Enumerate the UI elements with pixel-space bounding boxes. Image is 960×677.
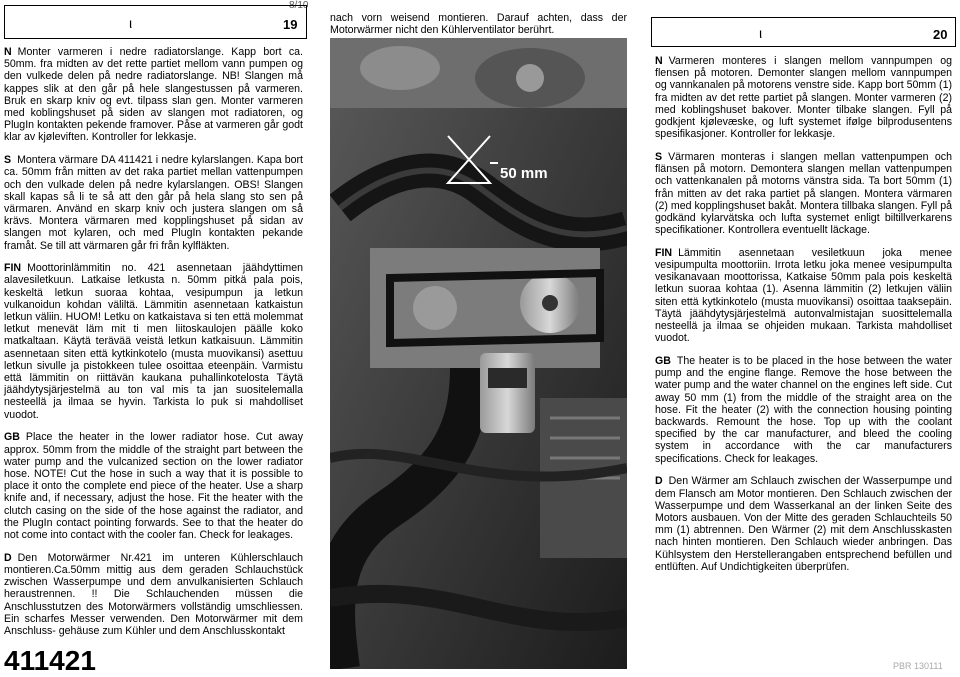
paragraph-text: Montera värmare DA 411421 i nedre kylarslangen. Kapa bort ca. 50mm från mitten av det raka partiet mellan vattenpumpen och den vulkade delen på nedre kylarslangen. OBS! Slangen skall kapas så li te så att den går på hela slang sto sen på värmaren. Använd en skarp kniv och justera slangen om så krävs. Montera värmaren med kopplingshuset på sidan av slangen mot kylaren, och med PlugIn kontakten pekande framåt. Se till att värmaren går fri från kylfläkten. xyxy=(4,154,303,252)
document-code: PBR 130111 xyxy=(893,661,943,671)
paragraph-s xyxy=(655,151,952,236)
lang-code: GB xyxy=(4,431,20,444)
paragraph-gb xyxy=(655,355,952,465)
heater-symbol: ι xyxy=(759,25,763,41)
lang-code: GB xyxy=(655,354,671,367)
lang-code: S xyxy=(4,154,12,167)
paragraph-text: Den Wärmer am Schlauch zwischen der Wasserpumpe und dem Flansch am Motor montieren. Den Schlauch zwischen der Wasserpumpe und dem Wasserkanal an der linken Seite des Motors ausbauen. Von der Mitte des geraden Schlauchteils 50 mm (1) abtrennen. Den Wärmer (2) mit dem Anschlusskasten nach hinten montieren. Den Schlauch wieder anbringen. Das Kühlsystem den Herstellerangaben entsprechend befüllen und entlüften. Auf Undichtigkeiten überprüfen. xyxy=(655,475,952,573)
lang-code: D xyxy=(4,551,12,564)
paragraph-text: The heater is to be placed in the hose between the water pump and the engine flange. Remove the hose between the water pump and the water channel on the engines left side. Cut away 50 mm (1) from the middle of the straight area on the hose. Fit the heater (2) with the connection housing pointing backwards. Remount the hose. Top up with the coolant specified by the car manufacturer, and bleed the cooling system in accordance with the car manufacturers specifications. Check for leakages. xyxy=(655,354,952,465)
lang-code: FIN xyxy=(4,262,22,275)
paragraph-n xyxy=(4,46,303,144)
paragraph-text: Den Motorwärmer Nr.421 im unteren Kühlerschlauch montieren.Ca.50mm mittig aus dem geraden Schlauchstück zwischen Wasserpumpe und dem anvulkanisierten Schlauch heraustrennen. !! Die Schlauchenden müssen die Anschlusstutzen des Motorwärmers vollständig umschliessen. Ein scharfes Messer verwenden. Den Motorwärmer mit dem Anschluss- gehäuse zum Kühler und dem Anschlusskontakt xyxy=(4,551,303,637)
paragraph-text: Monter varmeren i nedre radiatorslange. Kapp bort ca. 50mm. fra midten av det rette partiet mellom vann pumpen og den vulkede delen på nedre radiatorslange. NB! Slangen må kappes slik at den går på hele slangestussen på varmeren. Bruk en skarp kniv og evt. tilpass slan gen. Monter varmeren med koblingshuset på siden av slangen mot radiatoren, og PlugIn kontakten pekende framover. Påse at varmeren går godt klar av kjøleviften. Kontroller for lekkasje. xyxy=(4,46,303,144)
left-page-header xyxy=(4,5,307,39)
heater-symbol: ι xyxy=(129,15,133,31)
paragraph-text: Varmeren monteres i slangen mellom vannpumpen og flensen på motoren. Demonter slangen mellom vannpumpen og vannkanalen på motorens venstre side. Kapp bort 50mm (1) fra midten av det rette partiet på slangen. Monter varmeren (2) med koblingshuset bakover. Monter tilbake slangen. Fyll på godkjent kjølevæske, og luft systemet ifølge bilprodusentens spesifikasjoner. Kontroller for lekkasje. xyxy=(655,55,952,141)
photo-caption: nach vorn weisend montieren. Darauf achten, dass der Motorwärmer nicht den Kühlerventilator berührt. xyxy=(330,12,627,37)
paragraph-d xyxy=(655,475,952,573)
page-number: 19 xyxy=(283,17,298,32)
lang-code: D xyxy=(655,475,663,488)
product-number: 411421 xyxy=(4,645,96,676)
paragraph-s xyxy=(4,154,303,252)
paragraph-text: Place the heater in the lower radiator hose. Cut away approx. 50mm from the middle of the straight part between the water pump and the vulcanized section on the lower radiator hose. NOTE! Cut the hose in such a way that it is possible to place it onto the complete end piece of the heater. Use a sharp knife and, if necessary, adjust the hose. Fit the heater with the clutch casing on the side of the hose against the radiator, and the PlugIn contact pointing forwards. See to that the heater do not come into contact with the cooler fan. Check for leakages. xyxy=(4,431,303,542)
paragraph-fin xyxy=(4,262,303,421)
lang-code: S xyxy=(655,150,663,163)
lang-code: N xyxy=(655,55,663,67)
engine-illustration xyxy=(330,38,627,669)
lang-code: FIN xyxy=(655,246,673,259)
page-number: 20 xyxy=(933,27,948,42)
page-marker: 8/10 xyxy=(289,0,309,11)
lang-code: N xyxy=(4,46,12,58)
paragraph-n xyxy=(655,55,952,140)
paragraph-text: Moottorinlämmitin no. 421 asennetaan jäähdyttimen alavesiletkuun. Latkaise letkusta n. 50mm pitkä pala pois, keskeltä letkun suoraa kohtaa, vesipumpun ja letkun vulkanoidun kohdan väliltä. Lämmitin asennetaan katkaistun letkun väliin. HUOM! Letku on katkaistava si ten että molemmat letkut menevät läm mit ti men liitoskaulojen päälle koko matkaltaan. Käytä terävää veistä letkun katkaisuun. Lämmitin asennetaan siten että kytkinkotelo (musta muovikansi) asettuu letkun sivulle ja pistokkeen tulee osoittaa eteenpäin. Varmistu että lämmitin on riittävän kaukana puhallinkotelosta Täytä jäähdytysjärjestelmä au ton val mis ta jan suositelemalla nesteellä ja ilmaa se hyvin. Tarkista lo puk si mahdolliset vuodot. xyxy=(4,262,303,421)
paragraph-fin xyxy=(655,247,952,345)
right-page-header xyxy=(651,17,956,47)
paragraph-text: Värmaren monteras i slangen mellan vattenpumpen och flänsen på motorn. Demontera slangen mellan vattenpumpen och vattenkanalen på motorns vänstra sida. Ta bort 50mm (1) från mitten av det raka partiet på slangen. Montera värmaren (2) med kopplingshuset bakåt. Montera tillbaka slangen. Fyll på godkänd kylarvätska och lufta systemet enligt biltillverkarens specifikationer. Kontrollera eventuellt läckage. xyxy=(655,150,952,237)
measure-label: 50 mm xyxy=(500,165,548,182)
left-column xyxy=(4,46,303,648)
right-column xyxy=(655,55,952,583)
engine-bay-photo xyxy=(330,38,627,669)
paragraph-gb xyxy=(4,431,303,541)
paragraph-d xyxy=(4,552,303,637)
paragraph-text: Lämmitin asennetaan vesiletkuun joka menee vesipumpulta moottoriin. Irrota letku joka menee vesipumpulta vesikanavaan moottorissa, Katkaise 50mm pala pois keskeltä letkun suoraa kohtaa (1). Asenna lämmitin (2) letkujen väliin siten että kytkinkotelo (musta muovikansi) osoittaa taaksepäin. Täytä jäähdytysjärjestelmä autonvalmistajan suosittelemalla nesteellä ja ilmaa se ohjeiden mukaan. Tarkista mahdolliset vuodot. xyxy=(655,246,952,345)
